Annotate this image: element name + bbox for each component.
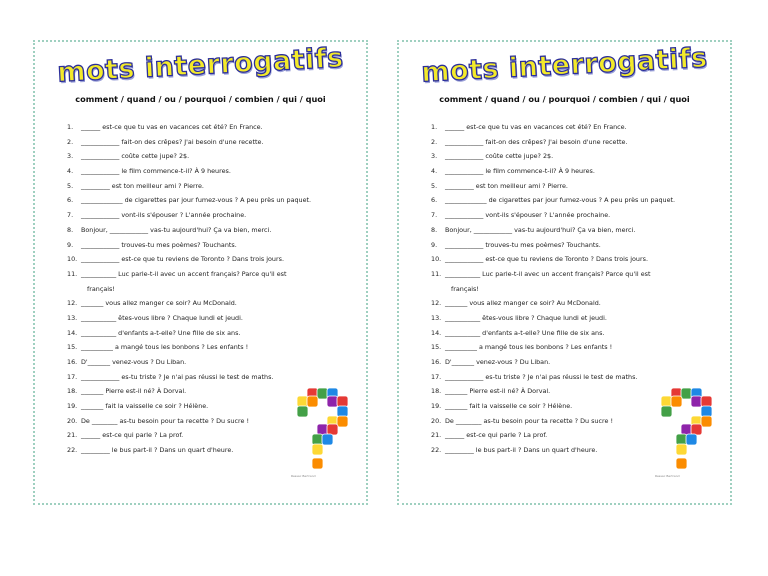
question-text: __________ a mangé tous les bonbons ? Les enfants !	[445, 343, 613, 352]
question-item	[431, 179, 721, 194]
puzzle-piece	[661, 406, 672, 417]
question-number: 2.	[67, 137, 74, 146]
puzzle-piece	[661, 396, 672, 407]
question-number: 8.	[431, 225, 438, 234]
question-number: 11.	[431, 269, 442, 278]
question-number: 21.	[67, 431, 78, 440]
question-text: ______ est-ce qui parle ? La prof.	[445, 431, 548, 440]
question-text: ____________ fait-on des crêpes? J'ai besoin d'une recette.	[81, 137, 264, 146]
question-number: 2.	[431, 137, 438, 146]
question-text: _______ vous allez manger ce soir? Au McDonald.	[81, 299, 237, 308]
question-item	[431, 238, 721, 253]
question-number: 1.	[431, 123, 438, 131]
question-item	[431, 340, 721, 355]
puzzle-piece	[701, 416, 712, 427]
question-text: ___________ Luc parle-t-il avec un accent français? Parce qu'il est	[81, 269, 287, 278]
question-number: 22.	[431, 446, 442, 455]
question-text: _________ le bus part-il ? Dans un quart d'heure.	[445, 446, 598, 455]
question-item	[67, 120, 357, 135]
question-number: 12.	[67, 299, 78, 308]
question-text: ___________ d'enfants a-t-elle? Une fille de six ans.	[445, 328, 605, 337]
question-number: 10.	[67, 255, 78, 264]
question-text: _______ Pierre est-il né? À Dorval.	[81, 387, 187, 396]
puzzle-piece	[317, 424, 328, 435]
worksheet-right	[397, 40, 732, 505]
question-text: _______ fait la vaisselle ce soir ? Hélène.	[445, 402, 573, 411]
question-item	[431, 326, 721, 341]
puzzle-piece	[312, 434, 323, 445]
question-text: ____________ le film commence-t-il? À 9 heures.	[81, 167, 231, 176]
puzzle-piece	[337, 416, 348, 427]
question-text: D'_______ venez-vous ? Du Liban.	[81, 358, 187, 366]
question-item	[431, 370, 721, 385]
puzzle-piece	[701, 406, 712, 417]
question-number: 12.	[431, 299, 442, 308]
question-number: 6.	[431, 196, 438, 205]
question-number: 9.	[67, 240, 74, 249]
question-text: ____________ est-ce que tu reviens de Toronto ? Dans trois jours.	[445, 255, 648, 264]
question-number: 9.	[431, 240, 438, 249]
question-text: ______ est-ce que tu vas en vacances cet été? En France.	[445, 123, 627, 131]
puzzle-piece	[671, 396, 682, 407]
question-number: 22.	[67, 446, 78, 455]
question-item	[431, 193, 721, 208]
question-text: De ________ as-tu besoin pour ta recette ? Du sucre !	[445, 416, 614, 425]
question-text: ____________ vont-ils s'épouser ? L'année prochaine.	[81, 211, 247, 220]
worksheet-subtitle: comment / quand / ou / pourquoi / combien / qui / quoi	[439, 94, 690, 104]
question-number: 4.	[67, 167, 74, 176]
question-number: 13.	[431, 313, 442, 322]
puzzle-piece	[686, 434, 697, 445]
puzzle-piece	[297, 406, 308, 417]
question-item	[67, 208, 357, 223]
question-item	[431, 208, 721, 223]
question-item	[431, 267, 721, 282]
question-number: 5.	[431, 181, 438, 190]
puzzle-piece	[676, 434, 687, 445]
question-text: ___________ êtes-vous libre ? Chaque lundi et jeudi.	[445, 313, 607, 322]
question-number: 7.	[67, 211, 74, 220]
question-text: D'_______ venez-vous ? Du Liban.	[445, 358, 551, 366]
image-credit: Ressac Bertrand	[291, 474, 316, 478]
question-number: 5.	[67, 181, 74, 190]
puzzle-question-mark-icon	[651, 386, 713, 472]
question-item	[431, 120, 721, 135]
question-item	[431, 355, 721, 370]
question-text: Bonjour, ____________ vas-tu aujourd'hui? Ça va bien, merci.	[81, 225, 272, 234]
question-number: 16.	[67, 358, 78, 366]
question-item	[67, 164, 357, 179]
puzzle-piece	[322, 434, 333, 445]
puzzle-piece	[317, 388, 328, 399]
question-text: ____________ vont-ils s'épouser ? L'année prochaine.	[445, 211, 611, 220]
question-item	[67, 326, 357, 341]
question-text: ___________ êtes-vous libre ? Chaque lundi et jeudi.	[81, 313, 243, 322]
question-item	[67, 340, 357, 355]
question-number: 3.	[67, 152, 74, 161]
puzzle-piece	[297, 396, 308, 407]
question-item	[67, 252, 357, 267]
question-number: 17.	[67, 372, 78, 381]
question-item	[67, 223, 357, 238]
question-number: 14.	[431, 328, 442, 337]
question-number: 14.	[67, 328, 78, 337]
puzzle-question-mark-icon	[287, 386, 349, 472]
question-number: 17.	[431, 372, 442, 381]
question-text: ____________ coûte cette jupe? 2$.	[81, 152, 190, 161]
worksheet-title: mots interrogatifs	[420, 42, 709, 89]
puzzle-piece	[307, 396, 318, 407]
puzzle-piece	[691, 396, 702, 407]
question-number: 7.	[431, 211, 438, 220]
question-number: 20.	[431, 416, 442, 425]
puzzle-piece	[701, 396, 712, 407]
puzzle-piece	[681, 388, 692, 399]
question-item	[431, 252, 721, 267]
worksheet-subtitle: comment / quand / ou / pourquoi / combien / qui / quoi	[75, 94, 326, 104]
puzzle-piece	[312, 444, 323, 455]
question-item	[431, 296, 721, 311]
image-credit: Ressac Bertrand	[655, 474, 680, 478]
question-number: 16.	[431, 358, 442, 366]
question-item	[67, 267, 357, 282]
puzzle-piece	[681, 424, 692, 435]
question-text: ____________ trouves-tu mes poèmes? Touchants.	[445, 240, 601, 249]
puzzle-piece	[691, 424, 702, 435]
puzzle-piece	[337, 396, 348, 407]
question-item	[67, 179, 357, 194]
question-text: ______ est-ce qui parle ? La prof.	[81, 431, 184, 440]
question-item	[67, 355, 357, 370]
question-number: 6.	[67, 196, 74, 205]
question-text: ____________ le film commence-t-il? À 9 heures.	[445, 167, 595, 176]
question-number: 18.	[67, 387, 78, 396]
question-number: 8.	[67, 225, 74, 234]
question-text: _______ fait la vaisselle ce soir ? Hélène.	[81, 402, 209, 411]
question-text: français!	[451, 284, 479, 293]
puzzle-piece	[327, 424, 338, 435]
puzzle-piece	[327, 396, 338, 407]
question-text: De ________ as-tu besoin pour ta recette ? Du sucre !	[81, 416, 250, 425]
question-item	[67, 135, 357, 150]
question-number: 20.	[67, 416, 78, 425]
question-item	[431, 149, 721, 164]
question-text: ___________ Luc parle-t-il avec un accent français? Parce qu'il est	[445, 269, 651, 278]
puzzle-piece	[337, 406, 348, 417]
question-text: ____________ es-tu triste ? Je n'ai pas réussi le test de maths.	[81, 372, 274, 381]
worksheet-left	[33, 40, 368, 505]
question-item	[67, 311, 357, 326]
question-text: français!	[87, 284, 115, 293]
puzzle-piece	[312, 458, 323, 469]
question-number: 1.	[67, 123, 74, 131]
question-text: _________ le bus part-il ? Dans un quart d'heure.	[81, 446, 234, 455]
question-number: 19.	[67, 402, 78, 411]
question-text: Bonjour, ____________ vas-tu aujourd'hui? Ça va bien, merci.	[445, 225, 636, 234]
question-number: 15.	[431, 343, 442, 352]
question-text: _______ vous allez manger ce soir? Au McDonald.	[445, 299, 601, 308]
question-item	[431, 135, 721, 150]
puzzle-piece	[676, 444, 687, 455]
question-text: _____________ de cigarettes par jour fumez-vous ? A peu près un paquet.	[81, 196, 312, 205]
question-item	[67, 370, 357, 385]
question-text: _________ est ton meilleur ami ? Pierre.	[445, 181, 568, 190]
question-number: 11.	[67, 269, 78, 278]
question-number: 13.	[67, 313, 78, 322]
question-item	[431, 311, 721, 326]
question-text: _______ Pierre est-il né? À Dorval.	[445, 387, 551, 396]
question-text: __________ a mangé tous les bonbons ? Les enfants !	[81, 343, 249, 352]
question-text: ____________ es-tu triste ? Je n'ai pas réussi le test de maths.	[445, 372, 638, 381]
question-text: _________ est ton meilleur ami ? Pierre.	[81, 181, 204, 190]
question-item	[67, 282, 357, 297]
question-item	[67, 296, 357, 311]
question-item	[431, 223, 721, 238]
puzzle-piece	[676, 458, 687, 469]
question-number: 18.	[431, 387, 442, 396]
question-item	[67, 238, 357, 253]
question-item	[431, 282, 721, 297]
question-item	[431, 164, 721, 179]
question-text: ____________ est-ce que tu reviens de Toronto ? Dans trois jours.	[81, 255, 284, 264]
worksheet-title: mots interrogatifs	[56, 42, 345, 89]
question-text: ____________ coûte cette jupe? 2$.	[445, 152, 554, 161]
question-number: 10.	[431, 255, 442, 264]
question-text: ______ est-ce que tu vas en vacances cet été? En France.	[81, 123, 263, 131]
question-text: ____________ fait-on des crêpes? J'ai besoin d'une recette.	[445, 137, 628, 146]
question-text: _____________ de cigarettes par jour fumez-vous ? A peu près un paquet.	[445, 196, 676, 205]
question-number: 21.	[431, 431, 442, 440]
question-item	[67, 149, 357, 164]
question-number: 4.	[431, 167, 438, 176]
question-text: ____________ trouves-tu mes poèmes? Touchants.	[81, 240, 237, 249]
question-number: 15.	[67, 343, 78, 352]
question-number: 3.	[431, 152, 438, 161]
question-number: 19.	[431, 402, 442, 411]
question-text: ___________ d'enfants a-t-elle? Une fille de six ans.	[81, 328, 241, 337]
question-item	[67, 193, 357, 208]
